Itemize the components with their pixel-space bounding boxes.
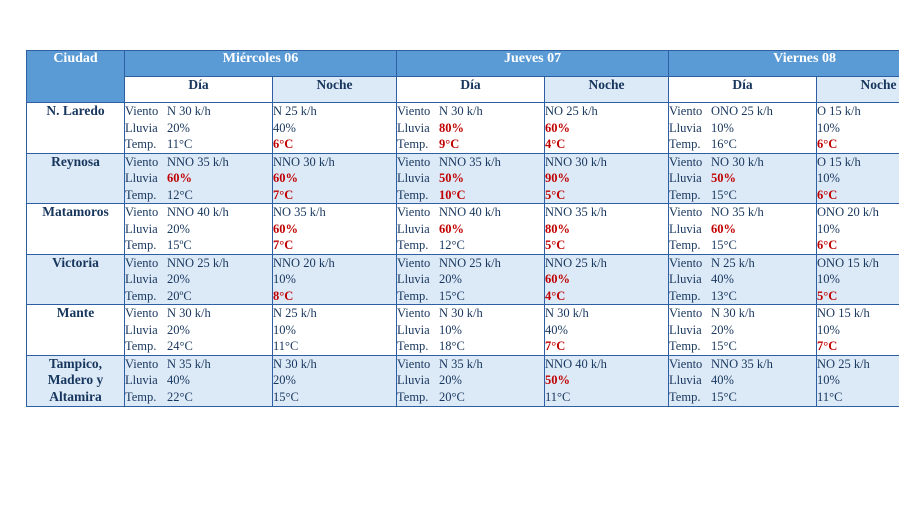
cell-wind: Viento N 30 k/h (397, 306, 483, 320)
cell-rain: 10% (817, 120, 840, 135)
cell-temp: Temp. 22°C (125, 389, 193, 404)
cell-temp: Temp. 15°C (397, 288, 465, 303)
cell-temp: Temp. 20°C (397, 389, 465, 404)
cell-temp: 11°C (273, 339, 299, 353)
cell-temp: 6°C (817, 238, 838, 252)
row-city-label: Reynosa (27, 153, 125, 204)
cell-wind: NO 25 k/h (817, 356, 870, 371)
cell-temp: Temp. 16°C (669, 137, 737, 151)
cell-rain: Lluvia 20% (125, 322, 190, 337)
cell-rain: Lluvia 10% (669, 120, 734, 135)
header-row-days (27, 51, 899, 77)
cell-temp: Temp. 12°C (125, 187, 193, 202)
table-row (27, 305, 899, 356)
column-header-day-2: Viernes 08 (669, 51, 899, 77)
cell-temp: Temp. 10°C (397, 187, 466, 202)
cell-temp: 4°C (545, 288, 566, 303)
table-body (27, 103, 899, 407)
row-city-label: N. Laredo (27, 103, 125, 154)
cell-rain: Lluvia 40% (669, 373, 734, 387)
cell-temp: 4°C (545, 137, 566, 151)
cell-rain: Lluvia 20% (669, 322, 734, 337)
forecast-cell (125, 305, 273, 356)
forecast-cell (545, 103, 669, 154)
cell-wind: NNO 35 k/h (545, 205, 607, 219)
cell-temp: 5°C (545, 187, 566, 202)
cell-rain: 10% (817, 221, 840, 236)
cell-wind: O 15 k/h (817, 104, 861, 118)
cell-rain: 10% (817, 171, 840, 185)
cell-wind: Viento N 35 k/h (397, 356, 483, 371)
cell-temp: Temp. 9°C (397, 137, 460, 151)
forecast-cell (125, 254, 273, 305)
forecast-cell (273, 103, 397, 154)
cell-wind: NNO 30 k/h (545, 154, 607, 169)
cell-wind: N 30 k/h (273, 356, 317, 371)
forecast-cell (545, 355, 669, 407)
column-header-day2-dia: Día (669, 77, 817, 103)
table-row (27, 103, 899, 154)
cell-wind: Viento N 30 k/h (125, 306, 211, 320)
header-row-parts (27, 77, 899, 103)
cell-wind: Viento ONO 25 k/h (669, 104, 773, 118)
forecast-cell (273, 204, 397, 255)
forecast-cell (817, 153, 899, 204)
cell-temp: 7°C (817, 339, 838, 353)
cell-rain: Lluvia 10% (397, 322, 462, 337)
table-row (27, 254, 899, 305)
cell-wind: O 15 k/h (817, 154, 861, 169)
forecast-cell (273, 254, 397, 305)
cell-wind: N 25 k/h (273, 104, 317, 118)
cell-rain: Lluvia 40% (669, 272, 734, 286)
weather-forecast-table (26, 50, 899, 407)
forecast-cell (397, 254, 545, 305)
forecast-cell (817, 305, 899, 356)
forecast-cell (669, 153, 817, 204)
row-city-label: Matamoros (27, 204, 125, 255)
column-header-day1-noche: Noche (545, 77, 669, 103)
cell-rain: 10% (273, 322, 296, 337)
column-header-day2-noche: Noche (817, 77, 899, 103)
cell-rain: Lluvia 20% (125, 120, 190, 135)
cell-wind: NNO 25 k/h (545, 255, 607, 270)
cell-temp: 7°C (273, 238, 294, 252)
cell-rain: 10% (817, 373, 840, 387)
cell-rain: Lluvia 20% (125, 221, 190, 236)
cell-temp: 7°C (273, 187, 294, 202)
forecast-cell (669, 204, 817, 255)
forecast-cell (273, 153, 397, 204)
cell-wind: Viento NNO 25 k/h (125, 255, 229, 270)
cell-rain: 60% (545, 272, 571, 286)
forecast-cell (669, 254, 817, 305)
forecast-cell (817, 204, 899, 255)
cell-wind: NNO 20 k/h (273, 255, 335, 270)
cell-wind: Viento NNO 25 k/h (397, 255, 501, 270)
cell-temp: Temp. 18°C (397, 339, 465, 353)
cell-temp: Temp. 12°C (397, 238, 465, 252)
forecast-cell (545, 305, 669, 356)
cell-temp: 6°C (273, 137, 294, 151)
cell-wind: Viento N 30 k/h (669, 306, 755, 320)
cell-rain: Lluvia 60% (669, 221, 737, 236)
cell-rain: 60% (273, 221, 298, 236)
cell-rain: Lluvia 40% (125, 373, 190, 387)
cell-wind: NO 25 k/h (545, 104, 598, 118)
cell-temp: Temp. 15°C (669, 238, 737, 252)
cell-temp: Temp. 15°C (669, 339, 737, 353)
cell-rain: 10% (817, 272, 840, 286)
row-city-label: Tampico, Madero y Altamira (27, 355, 125, 407)
cell-rain: Lluvia 20% (397, 373, 462, 387)
forecast-cell (545, 204, 669, 255)
cell-temp: Temp. 15°C (669, 389, 737, 404)
cell-rain: 60% (273, 171, 298, 185)
cell-wind: ONO 15 k/h (817, 255, 879, 270)
cell-rain: 50% (545, 373, 571, 387)
forecast-cell (669, 305, 817, 356)
cell-temp: 5°C (545, 238, 566, 252)
cell-temp: Temp. 24°C (125, 339, 193, 353)
forecast-cell (817, 103, 899, 154)
cell-wind: Viento NNO 35 k/h (669, 356, 773, 371)
cell-rain: Lluvia 20% (397, 272, 462, 286)
forecast-cell (669, 355, 817, 407)
cell-wind: Viento N 35 k/h (125, 356, 211, 371)
forecast-cell (273, 305, 397, 356)
cell-temp: 5°C (817, 288, 838, 303)
cell-wind: Viento NNO 35 k/h (397, 154, 501, 169)
column-header-day0-noche: Noche (273, 77, 397, 103)
table-header (27, 51, 899, 103)
cell-rain: 80% (545, 221, 571, 236)
cell-temp: 7°C (545, 339, 566, 353)
cell-wind: Viento N 25 k/h (669, 255, 755, 270)
forecast-cell (397, 204, 545, 255)
forecast-cell (545, 153, 669, 204)
table-row (27, 153, 899, 204)
cell-wind: N 30 k/h (545, 306, 589, 320)
row-city-label: Mante (27, 305, 125, 356)
forecast-cell (397, 355, 545, 407)
cell-temp: Temp. 13°C (669, 288, 737, 303)
cell-wind: N 25 k/h (273, 306, 317, 320)
weather-forecast-table-container (26, 50, 897, 407)
cell-wind: NO 15 k/h (817, 306, 870, 320)
cell-wind: ONO 20 k/h (817, 205, 879, 219)
cell-wind: Viento NO 30 k/h (669, 154, 764, 169)
cell-temp: Temp. 15ºC (125, 238, 192, 252)
cell-temp: Temp. 11°C (125, 137, 193, 151)
cell-wind: NNO 40 k/h (545, 356, 607, 371)
forecast-cell (125, 103, 273, 154)
cell-temp: 6°C (817, 187, 838, 202)
column-header-day1-dia: Día (397, 77, 545, 103)
forecast-cell (397, 153, 545, 204)
cell-rain: 60% (545, 120, 571, 135)
table-row (27, 204, 899, 255)
cell-rain: 20% (273, 373, 296, 387)
cell-temp: 11°C (545, 389, 571, 404)
column-header-day-0: Miércoles 06 (125, 51, 397, 77)
forecast-cell (397, 103, 545, 154)
cell-wind: Viento NNO 40 k/h (397, 205, 501, 219)
cell-wind: NNO 30 k/h (273, 154, 335, 169)
forecast-cell (817, 355, 899, 407)
cell-rain: 10% (273, 272, 296, 286)
forecast-cell (273, 355, 397, 407)
cell-temp: 6°C (817, 137, 838, 151)
cell-rain: 40% (273, 120, 296, 135)
column-header-city: Ciudad (27, 51, 125, 103)
forecast-cell (545, 254, 669, 305)
cell-wind: Viento N 30 k/h (397, 104, 483, 118)
cell-rain: 40% (545, 322, 568, 337)
cell-rain: Lluvia 80% (397, 120, 465, 135)
cell-rain: Lluvia 50% (397, 171, 465, 185)
forecast-cell (125, 153, 273, 204)
cell-wind: Viento NNO 35 k/h (125, 154, 229, 169)
cell-temp: 8°C (273, 288, 294, 303)
cell-rain: Lluvia 20% (125, 272, 190, 286)
cell-rain: Lluvia 50% (669, 171, 737, 185)
cell-wind: NO 35 k/h (273, 205, 326, 219)
cell-wind: Viento NO 35 k/h (669, 205, 764, 219)
forecast-cell (397, 305, 545, 356)
cell-temp: 11°C (817, 389, 843, 404)
forecast-cell (125, 355, 273, 407)
cell-wind: Viento NNO 40 k/h (125, 205, 229, 219)
cell-temp: Temp. 15°C (669, 187, 737, 202)
cell-temp: Temp. 20ºC (125, 288, 192, 303)
column-header-day-1: Jueves 07 (397, 51, 669, 77)
forecast-cell (817, 254, 899, 305)
cell-rain: 90% (545, 171, 571, 185)
row-city-label: Victoria (27, 254, 125, 305)
cell-wind: Viento N 30 k/h (125, 104, 211, 118)
cell-rain: 10% (817, 322, 840, 337)
table-row (27, 355, 899, 407)
forecast-cell (669, 103, 817, 154)
cell-rain: Lluvia 60% (397, 221, 465, 236)
cell-rain: Lluvia 60% (125, 171, 192, 185)
cell-temp: 15°C (273, 389, 299, 404)
column-header-day0-dia: Día (125, 77, 273, 103)
forecast-cell (125, 204, 273, 255)
